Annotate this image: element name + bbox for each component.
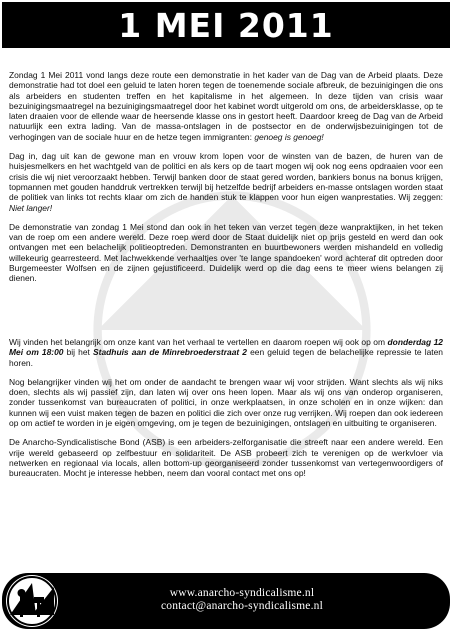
emphasis-genoeg: genoeg is genoeg! [254, 131, 324, 142]
title-banner [2, 2, 450, 48]
call-section [9, 337, 443, 488]
intro-paragraph-1: Zondag 1 Mei 2011 vond langs deze route een demonstratie in het kader van de Dag van de Arbeid plaats. Deze demonstratie had tot doel een geluid te laten horen tegen de toenemende sociale afbreuk, de bezuinigingen die ons als arbeiders en studenten treffen en het kapitalisme in het algemeen. In deze tijden van crisis waar bezuinigingsmaatregel na bezuinigingsmaatregel door het kabinet wordt uitgerold om ons, de arbeidersklasse, op te laten draaien voor de ellende waar de heersende klasse ons in gestort heeft. Daardoor kreeg de Dag van de Arbeid natuurlijk een extra lading. Van de massa-ontslagen in de postsector en de onderwijsbezuinigingen tot de verhogingen van de sociale huur en de hetze tegen immigranten: genoeg is genoeg! [9, 70, 443, 142]
call-paragraph-organise: Nog belangrijker vinden wij het om onder de aandacht te brengen waar wij voor strijden. Want slechts als wij niks doen, slechts als wij passief zijn, dan laten wij over ons heen lopen. Maar als wij ons van onderop organiseren, zonder tussenkomst van bureaucraten of politici, in onze werkplaatsen, in onze scholen en in onze wijken: dan kunnen wij een vuist maken tegen de bazen en politici die zich over onze rug verrijken. Wij roepen dan ook iedereen op om actief te worden in je eigen omgeving, om je tegen de bezuinigingen, ontslagen en uitbuiting te organiseren. [9, 376, 443, 429]
page-title: 1 MEI 2011 [118, 5, 334, 45]
intro-paragraph-3: De demonstratie van zondag 1 Mei stond dan ook in het teken van verzet tegen deze wanpraktijken, in het teken van de roep om een andere wereld. Deze roep werd door de Staat duidelijk niet op prijs gesteld en werd dan ook ontvangen met een belachelijk politieoptreden. Demonstranten en buurtbewoners werden mishandeld en volledig willekeurig gearresteerd. Met lachwekkende verhaaltjes over 'te lange spandoeken' word achteraf dit optreden door Burgemeester Wolfsen en de zijnen gejustificeerd. Duidelijk werd op die dag eens te meer wiens belangen zij dienen. [9, 221, 443, 284]
asb-logo-icon [6, 575, 58, 627]
intro-paragraph-2: Dag in, dag uit kan de gewone man en vrouw krom lopen voor de winsten van de bazen, de huren van de huisjesmelkers en het wachtgeld van de politici en als kers op de taart mogen wij ook nog eens opdraaien voor een crisis die wij niet veroorzaakt hebben. Terwijl banken door de staat gered worden, bankiers bonus na bonus krijgen, topmannen met gouden handdruk vertrekken terwijl bij hetzelfde bedrijf arbeiders en-masse ontslagen worden staat de politiek van links tot rechts klaar om zich de handen stuk te klappen voor hun eigen wanprestaties. Wij zeggen: Niet langer! [9, 151, 443, 213]
email-link[interactable]: contact@anarcho-syndicalisme.nl [160, 600, 324, 612]
call-paragraph-asb: De Anarcho-Syndicalistische Bond (ASB) is een arbeiders-zelforganisatie die streeft naar een andere wereld. Een vrije wereld gebaseerd op zelfbestuur en solidariteit. De ASB probeert zich te verenigen op de werkvloer via netwerken en regionaal via locals, allen bottom-up georganiseerd zonder tussenkomst van vertegenwoordigers of bureaucraten. Mocht je interesse hebben, neem dan vooral contact met ons op! [9, 437, 443, 479]
emphasis-niet-langer: Niet langer! [9, 202, 53, 213]
contact-details [122, 587, 362, 613]
event-date: donderdag 12 Mei om 18:00 [9, 337, 443, 358]
website-link[interactable]: www.anarcho-syndicalisme.nl [169, 587, 315, 599]
call-paragraph-date: Wij vinden het belangrijk om onze kant van het verhaal te vertellen en daarom roepen wij ook op om donderdag 12 Mei om 18:00 bij het Stadhuis aan de Minrebroederstraat 2 een geluid tegen de belachelijke repressie te laten horen. [9, 337, 444, 368]
contact-footer [2, 573, 450, 629]
intro-section [9, 70, 443, 293]
event-location: Stadhuis aan de Minrebroederstraat 2 [93, 347, 247, 358]
